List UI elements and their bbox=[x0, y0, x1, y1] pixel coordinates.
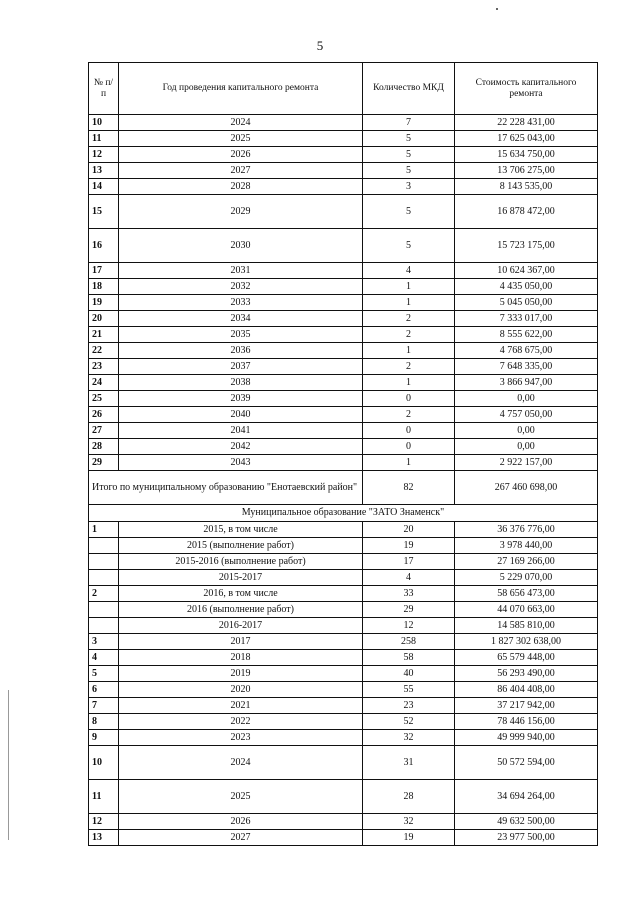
row-count: 29 bbox=[363, 602, 455, 618]
row-cost: 23 977 500,00 bbox=[455, 830, 598, 846]
table-row bbox=[89, 586, 598, 602]
row-count: 17 bbox=[363, 554, 455, 570]
table-row bbox=[89, 423, 598, 439]
scan-speck bbox=[496, 8, 498, 10]
row-cost: 5 045 050,00 bbox=[455, 295, 598, 311]
row-num bbox=[89, 554, 119, 570]
header-num: № п/п bbox=[89, 63, 119, 115]
row-year: 2042 bbox=[119, 439, 363, 455]
row-cost: 0,00 bbox=[455, 423, 598, 439]
table-row bbox=[89, 343, 598, 359]
row-year: 2026 bbox=[119, 147, 363, 163]
row-year: 2034 bbox=[119, 311, 363, 327]
row-year: 2033 bbox=[119, 295, 363, 311]
table-row bbox=[89, 780, 598, 814]
table-row bbox=[89, 634, 598, 650]
table-row bbox=[89, 570, 598, 586]
header-count: Количество МКД bbox=[363, 63, 455, 115]
row-cost: 27 169 266,00 bbox=[455, 554, 598, 570]
table-row bbox=[89, 682, 598, 698]
row-num: 17 bbox=[89, 263, 119, 279]
table-row bbox=[89, 698, 598, 714]
row-cost: 4 757 050,00 bbox=[455, 407, 598, 423]
row-year: 2026 bbox=[119, 814, 363, 830]
row-year: 2041 bbox=[119, 423, 363, 439]
table-row bbox=[89, 263, 598, 279]
row-num: 22 bbox=[89, 343, 119, 359]
row-cost: 8 555 622,00 bbox=[455, 327, 598, 343]
table-row bbox=[89, 618, 598, 634]
row-cost: 0,00 bbox=[455, 439, 598, 455]
row-year: 2038 bbox=[119, 375, 363, 391]
row-count: 31 bbox=[363, 746, 455, 780]
table-row bbox=[89, 439, 598, 455]
table-row bbox=[89, 131, 598, 147]
row-count: 52 bbox=[363, 714, 455, 730]
table-row bbox=[89, 147, 598, 163]
row-count: 1 bbox=[363, 295, 455, 311]
row-year: 2022 bbox=[119, 714, 363, 730]
table-row bbox=[89, 746, 598, 780]
row-cost: 22 228 431,00 bbox=[455, 115, 598, 131]
row-year: 2028 bbox=[119, 179, 363, 195]
row-count: 20 bbox=[363, 522, 455, 538]
row-num: 8 bbox=[89, 714, 119, 730]
row-year: 2040 bbox=[119, 407, 363, 423]
table-row bbox=[89, 359, 598, 375]
row-cost: 37 217 942,00 bbox=[455, 698, 598, 714]
row-num: 11 bbox=[89, 780, 119, 814]
row-count: 1 bbox=[363, 343, 455, 359]
row-cost: 44 070 663,00 bbox=[455, 602, 598, 618]
row-cost: 65 579 448,00 bbox=[455, 650, 598, 666]
header-year: Год проведения капитального ремонта bbox=[119, 63, 363, 115]
row-count: 5 bbox=[363, 229, 455, 263]
row-num bbox=[89, 570, 119, 586]
row-year: 2024 bbox=[119, 746, 363, 780]
row-count: 19 bbox=[363, 830, 455, 846]
row-year: 2016-2017 bbox=[119, 618, 363, 634]
row-num: 25 bbox=[89, 391, 119, 407]
row-count: 40 bbox=[363, 666, 455, 682]
row-num: 7 bbox=[89, 698, 119, 714]
row-num bbox=[89, 618, 119, 634]
row-year: 2043 bbox=[119, 455, 363, 471]
row-num: 20 bbox=[89, 311, 119, 327]
row-cost: 3 978 440,00 bbox=[455, 538, 598, 554]
row-cost: 15 723 175,00 bbox=[455, 229, 598, 263]
row-num bbox=[89, 538, 119, 554]
table-row bbox=[89, 814, 598, 830]
row-num: 14 bbox=[89, 179, 119, 195]
table-row bbox=[89, 554, 598, 570]
table-row bbox=[89, 375, 598, 391]
row-count: 5 bbox=[363, 131, 455, 147]
row-count: 2 bbox=[363, 407, 455, 423]
row-num: 21 bbox=[89, 327, 119, 343]
row-count: 1 bbox=[363, 455, 455, 471]
row-num: 23 bbox=[89, 359, 119, 375]
table-row bbox=[89, 538, 598, 554]
table-row bbox=[89, 115, 598, 131]
row-year: 2018 bbox=[119, 650, 363, 666]
table-row bbox=[89, 179, 598, 195]
row-num: 12 bbox=[89, 814, 119, 830]
row-count: 28 bbox=[363, 780, 455, 814]
row-num: 18 bbox=[89, 279, 119, 295]
row-num: 13 bbox=[89, 163, 119, 179]
page-number: 5 bbox=[316, 38, 324, 53]
row-year: 2015-2016 (выполнение работ) bbox=[119, 554, 363, 570]
row-cost: 16 878 472,00 bbox=[455, 195, 598, 229]
table-row bbox=[89, 650, 598, 666]
row-year: 2020 bbox=[119, 682, 363, 698]
table-row bbox=[89, 295, 598, 311]
row-num: 29 bbox=[89, 455, 119, 471]
row-cost: 7 648 335,00 bbox=[455, 359, 598, 375]
section-title: Муниципальное образование "ЗАТО Знаменск" bbox=[89, 505, 598, 522]
row-cost: 3 866 947,00 bbox=[455, 375, 598, 391]
row-count: 33 bbox=[363, 586, 455, 602]
row-cost: 58 656 473,00 bbox=[455, 586, 598, 602]
row-year: 2031 bbox=[119, 263, 363, 279]
row-num: 11 bbox=[89, 131, 119, 147]
row-year: 2037 bbox=[119, 359, 363, 375]
row-count: 55 bbox=[363, 682, 455, 698]
row-num: 12 bbox=[89, 147, 119, 163]
row-cost: 7 333 017,00 bbox=[455, 311, 598, 327]
row-cost: 5 229 070,00 bbox=[455, 570, 598, 586]
row-count: 1 bbox=[363, 279, 455, 295]
row-cost: 2 922 157,00 bbox=[455, 455, 598, 471]
row-cost: 36 376 776,00 bbox=[455, 522, 598, 538]
row-count: 32 bbox=[363, 814, 455, 830]
row-cost: 56 293 490,00 bbox=[455, 666, 598, 682]
row-num: 6 bbox=[89, 682, 119, 698]
row-cost: 86 404 408,00 bbox=[455, 682, 598, 698]
row-year: 2016 (выполнение работ) bbox=[119, 602, 363, 618]
row-num: 2 bbox=[89, 586, 119, 602]
row-cost: 49 999 940,00 bbox=[455, 730, 598, 746]
table-body-a bbox=[89, 115, 598, 471]
row-year: 2030 bbox=[119, 229, 363, 263]
row-count: 5 bbox=[363, 147, 455, 163]
row-count: 0 bbox=[363, 423, 455, 439]
row-year: 2019 bbox=[119, 666, 363, 682]
row-cost: 14 585 810,00 bbox=[455, 618, 598, 634]
table-row bbox=[89, 602, 598, 618]
row-num: 13 bbox=[89, 830, 119, 846]
row-year: 2029 bbox=[119, 195, 363, 229]
row-num: 26 bbox=[89, 407, 119, 423]
row-count: 23 bbox=[363, 698, 455, 714]
row-cost: 1 827 302 638,00 bbox=[455, 634, 598, 650]
table-row bbox=[89, 195, 598, 229]
table-row bbox=[89, 163, 598, 179]
total-label: Итого по муниципальному образованию "Енотаевский район" bbox=[89, 471, 363, 505]
header-cost: Стоимость капитального ремонта bbox=[455, 63, 598, 115]
row-cost: 78 446 156,00 bbox=[455, 714, 598, 730]
section-row bbox=[89, 505, 598, 522]
row-num: 24 bbox=[89, 375, 119, 391]
row-num: 15 bbox=[89, 195, 119, 229]
table-row bbox=[89, 714, 598, 730]
row-num: 10 bbox=[89, 746, 119, 780]
row-count: 1 bbox=[363, 375, 455, 391]
row-count: 2 bbox=[363, 327, 455, 343]
row-cost: 0,00 bbox=[455, 391, 598, 407]
row-num: 19 bbox=[89, 295, 119, 311]
row-cost: 4 435 050,00 bbox=[455, 279, 598, 295]
row-count: 0 bbox=[363, 391, 455, 407]
row-count: 2 bbox=[363, 311, 455, 327]
table-row bbox=[89, 830, 598, 846]
row-year: 2027 bbox=[119, 830, 363, 846]
row-num: 27 bbox=[89, 423, 119, 439]
row-year: 2021 bbox=[119, 698, 363, 714]
table-body-b bbox=[89, 522, 598, 846]
row-count: 5 bbox=[363, 163, 455, 179]
total-row bbox=[89, 471, 598, 505]
row-year: 2016, в том числе bbox=[119, 586, 363, 602]
row-cost: 50 572 594,00 bbox=[455, 746, 598, 780]
row-year: 2032 bbox=[119, 279, 363, 295]
table-row bbox=[89, 311, 598, 327]
table-row bbox=[89, 666, 598, 682]
row-year: 2025 bbox=[119, 780, 363, 814]
row-count: 58 bbox=[363, 650, 455, 666]
table-row bbox=[89, 279, 598, 295]
row-year: 2015, в том числе bbox=[119, 522, 363, 538]
table-row bbox=[89, 522, 598, 538]
row-count: 12 bbox=[363, 618, 455, 634]
row-num: 9 bbox=[89, 730, 119, 746]
table-row bbox=[89, 391, 598, 407]
row-cost: 34 694 264,00 bbox=[455, 780, 598, 814]
row-count: 19 bbox=[363, 538, 455, 554]
row-year: 2027 bbox=[119, 163, 363, 179]
table-row bbox=[89, 730, 598, 746]
row-count: 258 bbox=[363, 634, 455, 650]
row-cost: 17 625 043,00 bbox=[455, 131, 598, 147]
row-cost: 49 632 500,00 bbox=[455, 814, 598, 830]
row-count: 0 bbox=[363, 439, 455, 455]
table-row bbox=[89, 455, 598, 471]
row-count: 5 bbox=[363, 195, 455, 229]
row-num: 5 bbox=[89, 666, 119, 682]
row-num: 1 bbox=[89, 522, 119, 538]
row-year: 2017 bbox=[119, 634, 363, 650]
row-cost: 10 624 367,00 bbox=[455, 263, 598, 279]
row-year: 2023 bbox=[119, 730, 363, 746]
row-year: 2036 bbox=[119, 343, 363, 359]
repair-schedule-table bbox=[88, 62, 598, 846]
row-cost: 8 143 535,00 bbox=[455, 179, 598, 195]
row-count: 3 bbox=[363, 179, 455, 195]
row-num: 16 bbox=[89, 229, 119, 263]
table-header-row bbox=[89, 63, 598, 115]
total-count: 82 bbox=[363, 471, 455, 505]
row-count: 7 bbox=[363, 115, 455, 131]
row-cost: 15 634 750,00 bbox=[455, 147, 598, 163]
table-row bbox=[89, 327, 598, 343]
total-cost: 267 460 698,00 bbox=[455, 471, 598, 505]
row-count: 4 bbox=[363, 570, 455, 586]
row-year: 2015-2017 bbox=[119, 570, 363, 586]
row-cost: 4 768 675,00 bbox=[455, 343, 598, 359]
binder-mark bbox=[8, 690, 9, 840]
table-row bbox=[89, 407, 598, 423]
row-year: 2025 bbox=[119, 131, 363, 147]
row-num: 28 bbox=[89, 439, 119, 455]
row-count: 2 bbox=[363, 359, 455, 375]
row-year: 2024 bbox=[119, 115, 363, 131]
row-cost: 13 706 275,00 bbox=[455, 163, 598, 179]
row-year: 2035 bbox=[119, 327, 363, 343]
row-year: 2015 (выполнение работ) bbox=[119, 538, 363, 554]
row-num: 10 bbox=[89, 115, 119, 131]
table-row bbox=[89, 229, 598, 263]
row-num bbox=[89, 602, 119, 618]
row-num: 3 bbox=[89, 634, 119, 650]
row-count: 4 bbox=[363, 263, 455, 279]
row-year: 2039 bbox=[119, 391, 363, 407]
row-num: 4 bbox=[89, 650, 119, 666]
row-count: 32 bbox=[363, 730, 455, 746]
